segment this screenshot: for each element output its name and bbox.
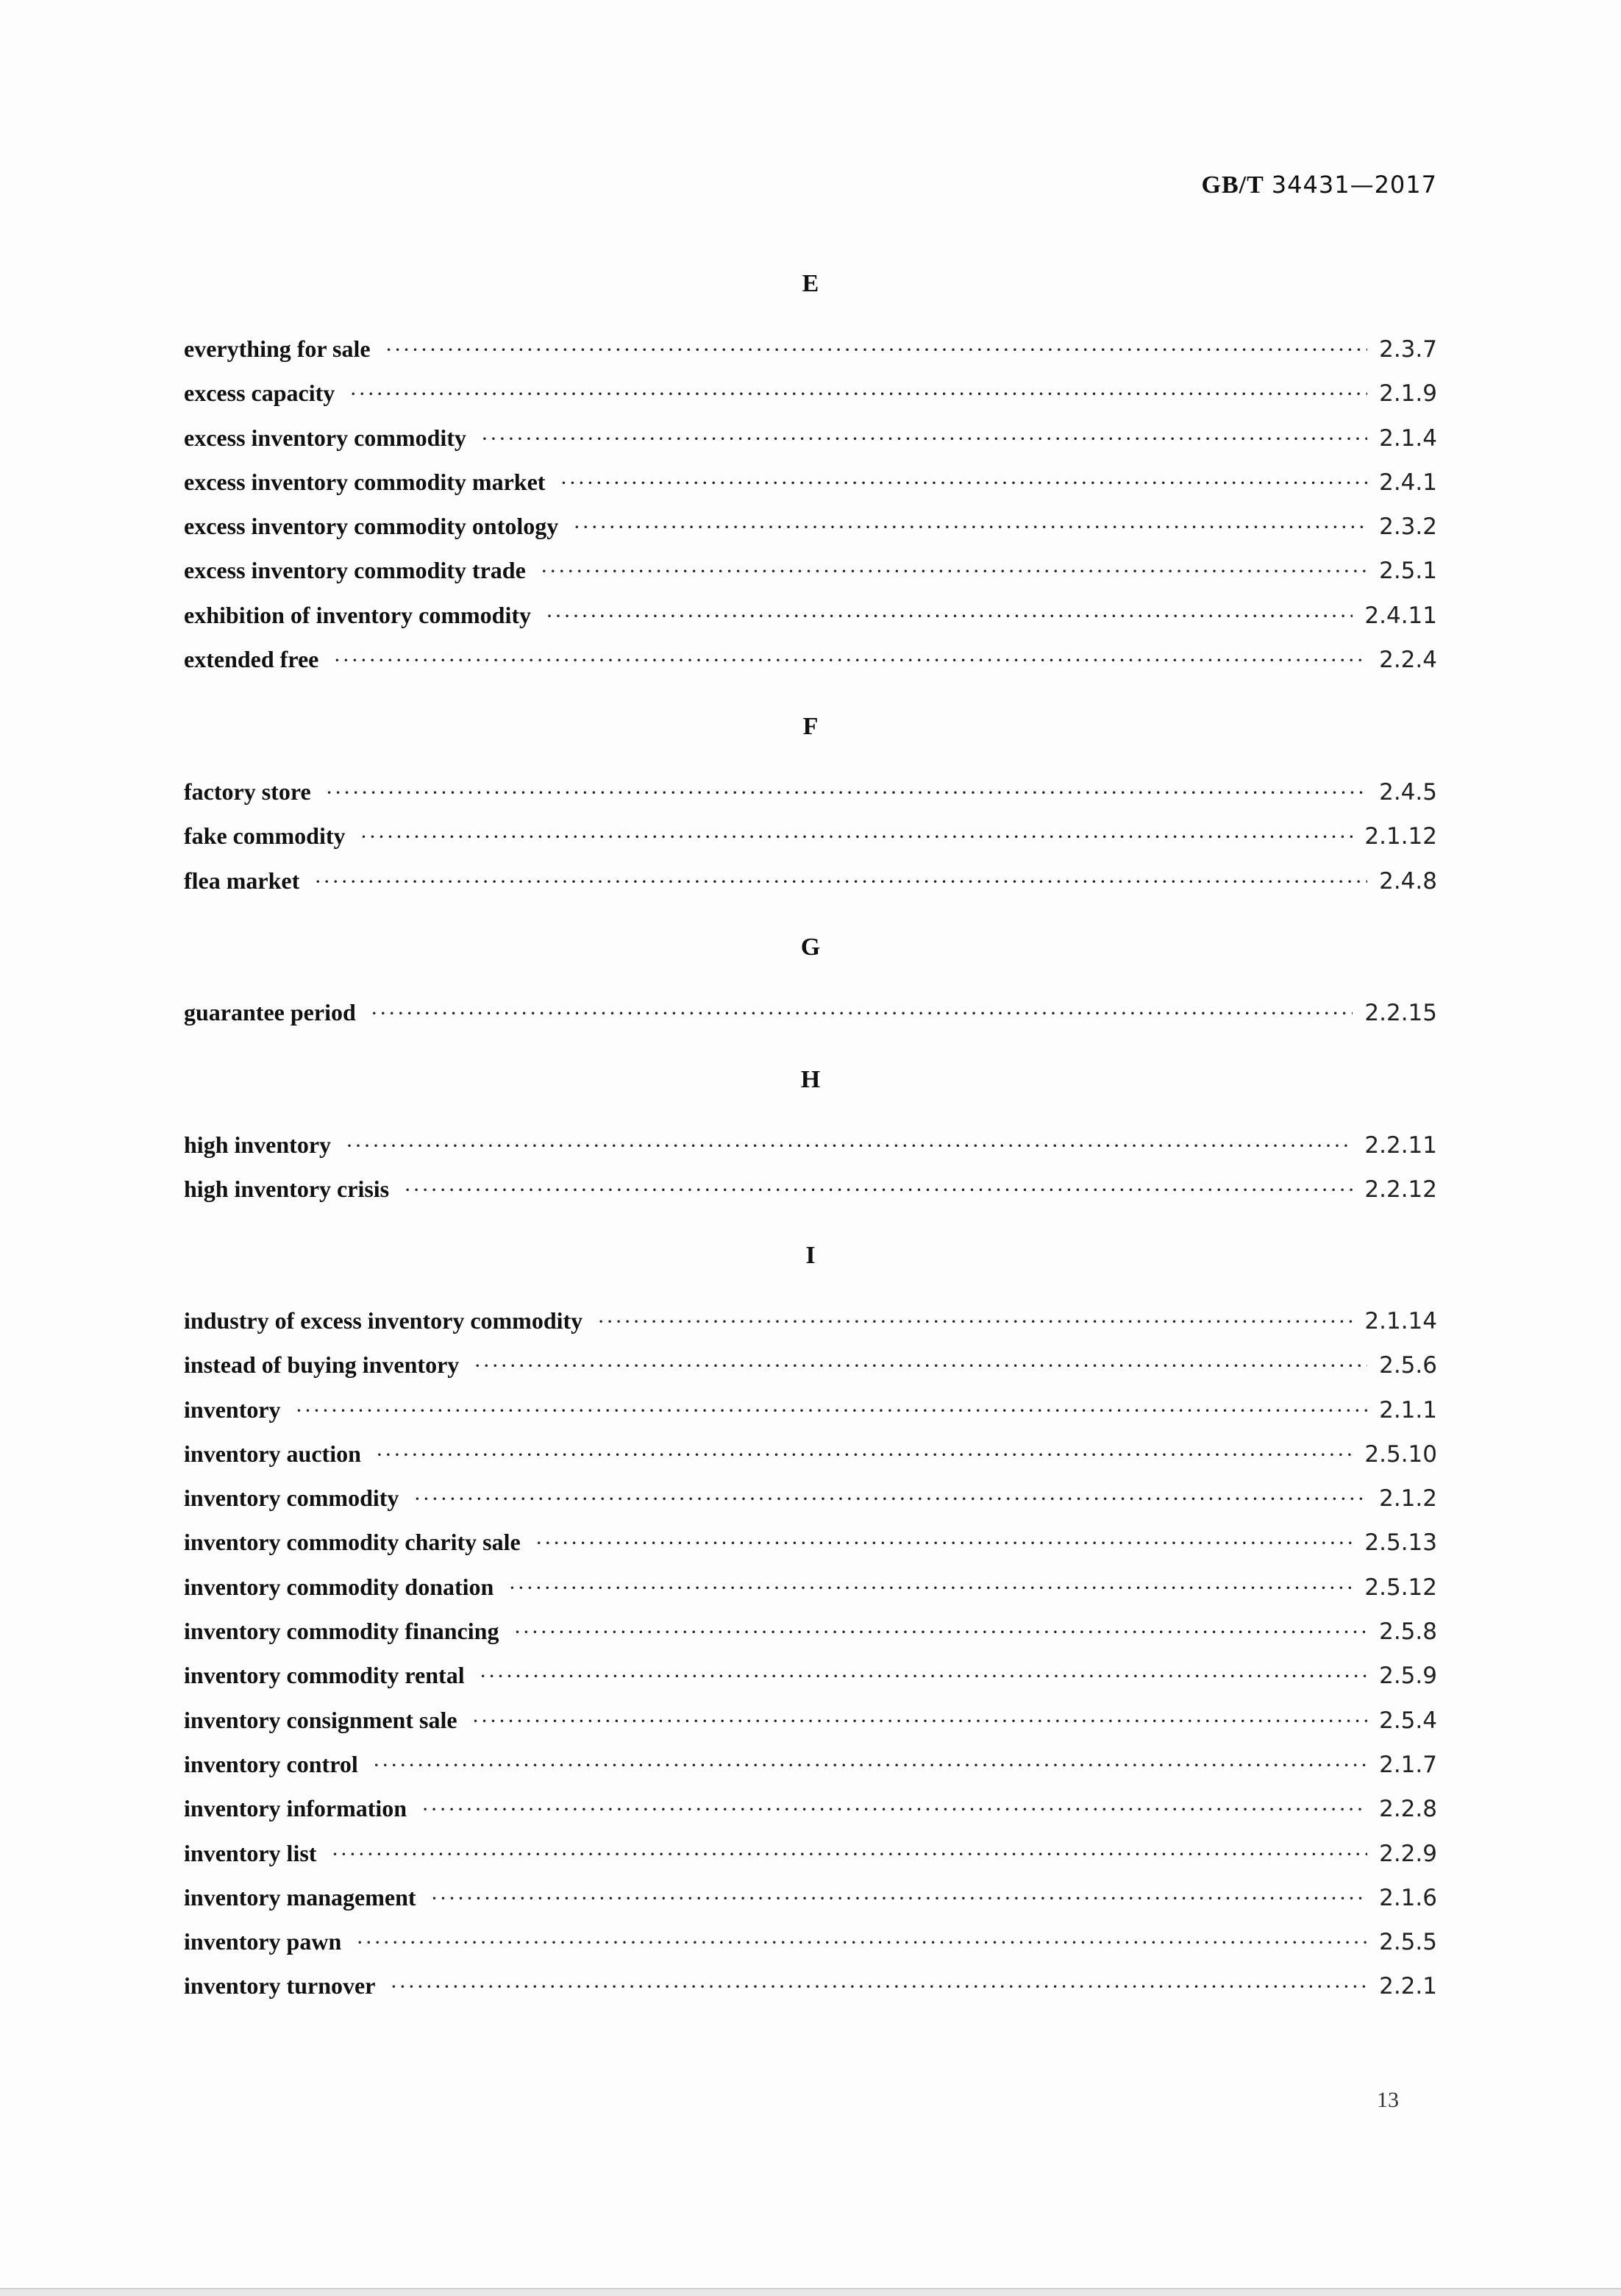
page-bottom-edge bbox=[0, 2288, 1621, 2296]
entry-term: high inventory crisis bbox=[184, 1176, 390, 1203]
dot-leader bbox=[404, 1168, 1353, 1212]
dot-leader bbox=[349, 372, 1367, 416]
index-section-g bbox=[184, 925, 1437, 1034]
dot-leader bbox=[346, 1124, 1353, 1168]
index-entry[interactable] bbox=[184, 593, 1437, 637]
entry-term: industry of excess inventory commodity bbox=[184, 1307, 583, 1334]
index-entry[interactable] bbox=[184, 859, 1437, 903]
entry-term: everything for sale bbox=[184, 335, 371, 362]
index-entry[interactable] bbox=[184, 416, 1437, 460]
entry-ref: 2.5.6 bbox=[1379, 1352, 1437, 1379]
index-entry[interactable] bbox=[184, 990, 1437, 1034]
dot-leader bbox=[413, 1477, 1367, 1521]
entry-ref: 2.2.8 bbox=[1379, 1796, 1437, 1823]
index-entry[interactable] bbox=[184, 1298, 1437, 1343]
entry-ref: 2.4.1 bbox=[1379, 469, 1437, 496]
entry-term: inventory commodity bbox=[184, 1485, 399, 1512]
index-entry[interactable] bbox=[184, 504, 1437, 548]
entry-ref: 2.2.4 bbox=[1379, 647, 1437, 674]
entry-ref: 2.2.11 bbox=[1364, 1132, 1437, 1159]
index-entry[interactable] bbox=[184, 1786, 1437, 1830]
entry-term: extended free bbox=[184, 646, 319, 673]
dot-leader bbox=[481, 417, 1367, 461]
entry-ref: 2.5.4 bbox=[1379, 1707, 1437, 1734]
index-entry[interactable] bbox=[184, 1609, 1437, 1653]
index-entry[interactable] bbox=[184, 1387, 1437, 1432]
entry-ref: 2.2.9 bbox=[1379, 1840, 1437, 1867]
dot-leader bbox=[513, 1610, 1367, 1655]
dot-leader bbox=[535, 1521, 1353, 1565]
entry-list bbox=[184, 327, 1437, 681]
index-entry[interactable] bbox=[184, 1653, 1437, 1697]
entry-list bbox=[184, 990, 1437, 1034]
standard-number: 34431—2017 bbox=[1271, 171, 1437, 199]
entry-ref: 2.3.2 bbox=[1379, 513, 1437, 541]
dot-leader bbox=[560, 461, 1367, 505]
index-entry[interactable] bbox=[184, 548, 1437, 592]
index-entry[interactable] bbox=[184, 460, 1437, 504]
dot-leader bbox=[573, 505, 1367, 550]
entry-ref: 2.1.4 bbox=[1379, 424, 1437, 452]
index-entry[interactable] bbox=[184, 1963, 1437, 2008]
entry-term: inventory commodity charity sale bbox=[184, 1529, 521, 1556]
entry-term: inventory auction bbox=[184, 1440, 361, 1467]
index-entry[interactable] bbox=[184, 1520, 1437, 1564]
entry-ref: 2.1.7 bbox=[1379, 1751, 1437, 1778]
entry-term: excess inventory commodity trade bbox=[184, 557, 526, 584]
index-entry[interactable] bbox=[184, 1476, 1437, 1520]
index-entry[interactable] bbox=[184, 1123, 1437, 1167]
section-letter: F bbox=[802, 713, 819, 740]
entry-term: inventory commodity donation bbox=[184, 1573, 494, 1600]
dot-leader bbox=[474, 1344, 1367, 1388]
index-section-i bbox=[184, 1234, 1437, 2008]
entry-term: inventory bbox=[184, 1396, 281, 1423]
entry-list bbox=[184, 1298, 1437, 2008]
entry-term: excess inventory commodity ontology bbox=[184, 513, 559, 540]
index-entry[interactable] bbox=[184, 1742, 1437, 1786]
entry-ref: 2.4.5 bbox=[1379, 779, 1437, 806]
entry-term: high inventory bbox=[184, 1131, 332, 1158]
dot-leader bbox=[390, 1965, 1367, 2009]
dot-leader bbox=[296, 1389, 1368, 1433]
entry-ref: 2.3.7 bbox=[1379, 336, 1437, 363]
entry-ref: 2.1.12 bbox=[1364, 823, 1437, 850]
index-entry[interactable] bbox=[184, 770, 1437, 814]
entry-term: inventory list bbox=[184, 1839, 317, 1866]
entry-term: excess inventory commodity market bbox=[184, 468, 546, 495]
dot-leader bbox=[541, 550, 1367, 594]
entry-ref: 2.2.12 bbox=[1364, 1176, 1437, 1204]
entry-ref: 2.5.13 bbox=[1364, 1529, 1437, 1557]
entry-term: excess capacity bbox=[184, 380, 335, 407]
section-letter: E bbox=[802, 270, 819, 297]
entry-ref: 2.5.5 bbox=[1379, 1929, 1437, 1956]
dot-leader bbox=[508, 1566, 1353, 1610]
entry-ref: 2.5.1 bbox=[1379, 558, 1437, 585]
entry-ref: 2.4.8 bbox=[1379, 867, 1437, 895]
dot-leader bbox=[314, 860, 1367, 904]
index-entry[interactable] bbox=[184, 1698, 1437, 1742]
dot-leader bbox=[421, 1788, 1367, 1832]
dot-leader bbox=[546, 594, 1353, 639]
dot-leader bbox=[356, 1921, 1367, 1965]
entry-term: inventory turnover bbox=[184, 1972, 376, 2000]
entry-term: factory store bbox=[184, 778, 311, 805]
dot-leader bbox=[373, 1744, 1367, 1788]
index-section-h bbox=[184, 1058, 1437, 1212]
entry-ref: 2.5.8 bbox=[1379, 1618, 1437, 1646]
entry-term: inventory information bbox=[184, 1795, 407, 1822]
dot-leader bbox=[331, 1833, 1367, 1877]
entry-term: inventory management bbox=[184, 1883, 416, 1911]
dot-leader bbox=[597, 1300, 1353, 1344]
entry-ref: 2.1.9 bbox=[1379, 380, 1437, 408]
entry-ref: 2.5.10 bbox=[1364, 1440, 1437, 1468]
entry-term: inventory consignment sale bbox=[184, 1706, 457, 1733]
standard-prefix: GB/T bbox=[1201, 171, 1264, 199]
dot-leader bbox=[371, 992, 1353, 1036]
section-letter: I bbox=[805, 1242, 816, 1269]
entry-ref: 2.1.1 bbox=[1379, 1396, 1437, 1424]
index-entry[interactable] bbox=[184, 1167, 1437, 1211]
entry-term: inventory commodity financing bbox=[184, 1618, 499, 1645]
section-letter: H bbox=[800, 1066, 821, 1093]
index-entry[interactable] bbox=[184, 1343, 1437, 1387]
index-section-e bbox=[184, 262, 1437, 681]
index-entry[interactable] bbox=[184, 1432, 1437, 1476]
index-entry[interactable] bbox=[184, 637, 1437, 681]
dot-leader bbox=[333, 639, 1367, 683]
entry-term: inventory commodity rental bbox=[184, 1662, 465, 1689]
entry-ref: 2.1.14 bbox=[1364, 1308, 1437, 1334]
entry-term: flea market bbox=[184, 867, 300, 894]
dot-leader bbox=[480, 1655, 1368, 1699]
page-number: 13 bbox=[1377, 2088, 1399, 2112]
index-entry[interactable] bbox=[184, 1919, 1437, 1963]
entry-term: inventory pawn bbox=[184, 1928, 342, 1955]
entry-ref: 2.1.2 bbox=[1379, 1485, 1437, 1513]
index-entry[interactable] bbox=[184, 1565, 1437, 1609]
entry-term: excess inventory commodity bbox=[184, 424, 466, 451]
entry-list bbox=[184, 770, 1437, 903]
index-section-f bbox=[184, 705, 1437, 903]
entry-ref: 2.5.12 bbox=[1364, 1574, 1437, 1601]
index-entry[interactable] bbox=[184, 327, 1437, 371]
entry-term: guarantee period bbox=[184, 999, 356, 1026]
index-entry[interactable] bbox=[184, 1831, 1437, 1875]
standard-code-header bbox=[1202, 171, 1437, 199]
entry-term: instead of buying inventory bbox=[184, 1351, 460, 1379]
dot-leader bbox=[431, 1877, 1368, 1921]
entry-term: exhibition of inventory commodity bbox=[184, 601, 531, 628]
dot-leader bbox=[360, 815, 1353, 859]
dot-leader bbox=[326, 771, 1367, 815]
index-entry[interactable] bbox=[184, 814, 1437, 858]
index-entry[interactable] bbox=[184, 371, 1437, 415]
entry-ref: 2.2.15 bbox=[1364, 1000, 1437, 1026]
section-letter: G bbox=[800, 934, 821, 961]
dot-leader bbox=[376, 1433, 1353, 1477]
entry-ref: 2.5.9 bbox=[1379, 1663, 1437, 1690]
dot-leader bbox=[472, 1699, 1368, 1744]
entry-ref: 2.2.1 bbox=[1379, 1973, 1437, 2000]
entry-term: fake commodity bbox=[184, 822, 346, 850]
index-entry[interactable] bbox=[184, 1875, 1437, 1919]
entry-ref: 2.4.11 bbox=[1364, 602, 1437, 629]
entry-list bbox=[184, 1123, 1437, 1212]
dot-leader bbox=[385, 328, 1368, 372]
entry-ref: 2.1.6 bbox=[1379, 1884, 1437, 1911]
entry-term: inventory control bbox=[184, 1750, 358, 1777]
